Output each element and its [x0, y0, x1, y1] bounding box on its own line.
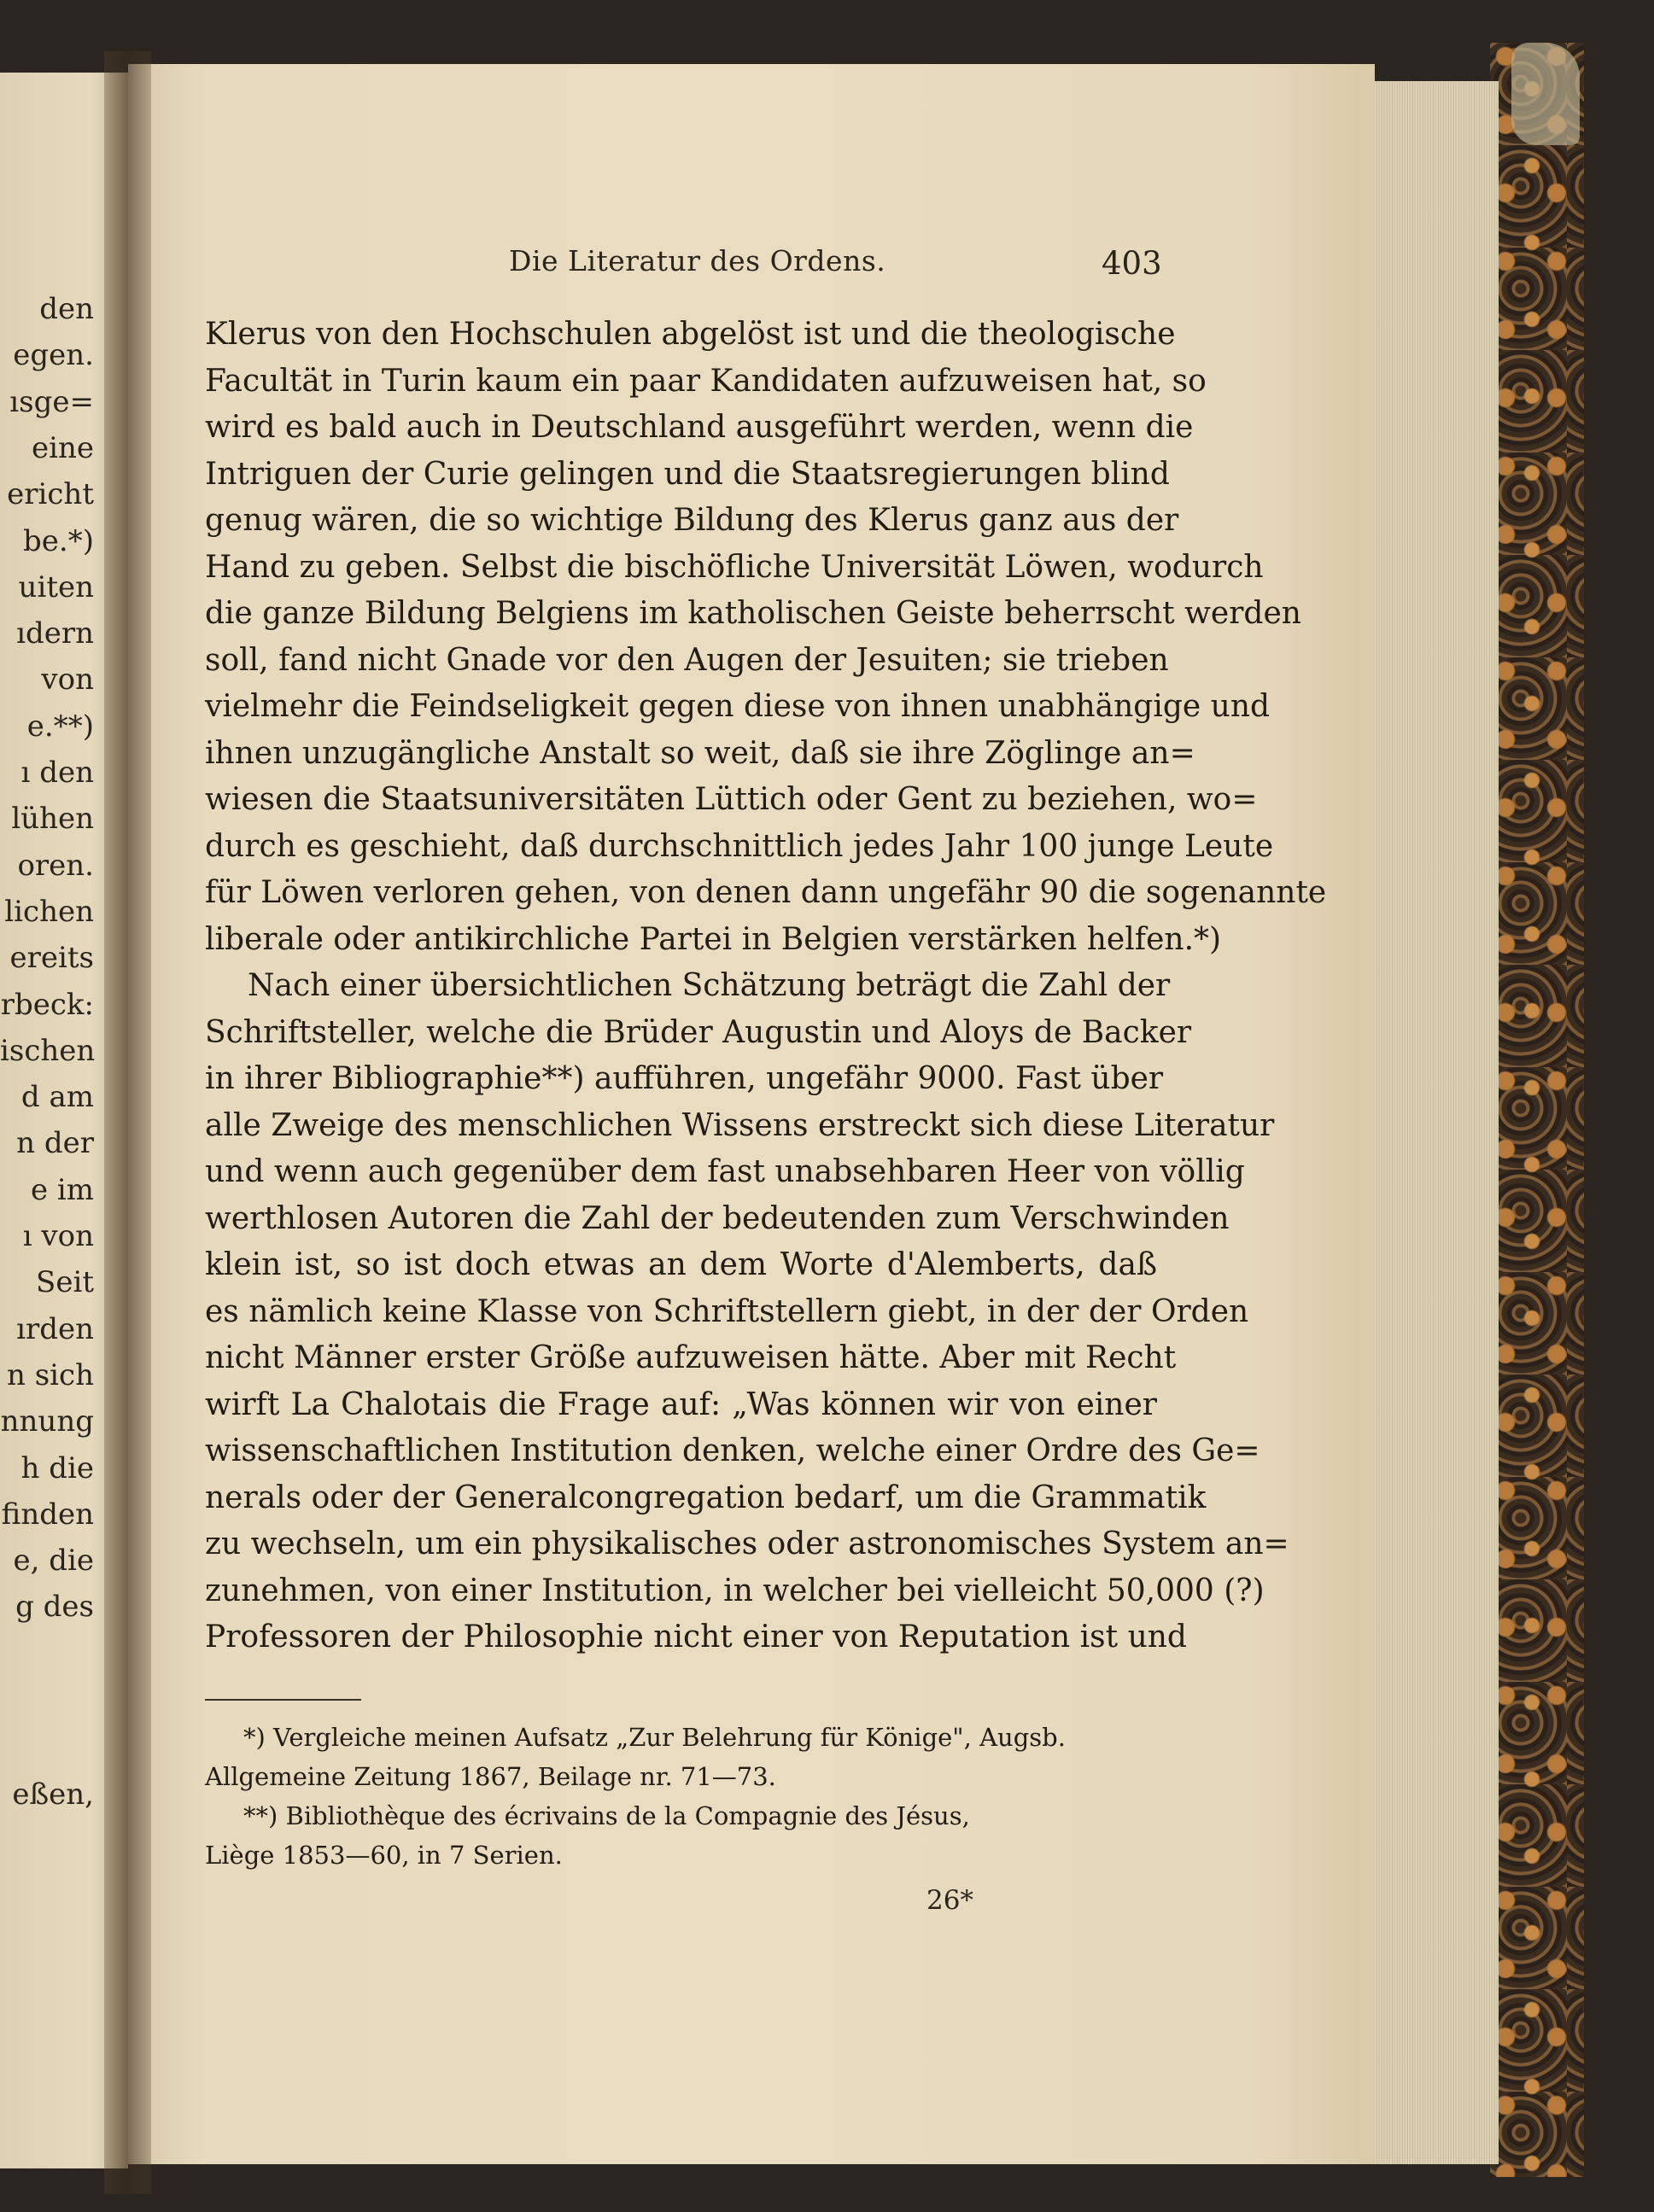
- left-page-fragment: den: [39, 292, 94, 326]
- left-page-fragment: eine: [31, 430, 94, 465]
- text-line: Intriguen der Curie gelingen und die Staatsregierungen blind: [205, 456, 1170, 492]
- left-page-fragment: Seit: [36, 1265, 94, 1300]
- text-line: zunehmen, von einer Institution, in welcher bei vielleicht 50,000 (?): [205, 1573, 1265, 1608]
- cover-corner-leather: [1511, 43, 1580, 145]
- text-line: für Löwen verloren gehen, von denen dann ungefähr 90 die sogenannte: [205, 875, 1327, 910]
- left-page-fragment: ırden: [16, 1311, 94, 1346]
- text-line: es nämlich keine Klasse von Schriftstellern giebt, in der der Orden: [205, 1293, 1249, 1329]
- text-line: in ihrer Bibliographie**) aufführen, ungefähr 9000. Fast über: [205, 1061, 1164, 1096]
- left-page-fragment: von: [41, 662, 94, 697]
- text-line: alle Zweige des menschlichen Wissens erstreckt sich diese Literatur: [205, 1107, 1275, 1143]
- text-line: liberale oder antikirchliche Partei in Belgien verstärken helfen.*): [205, 921, 1222, 957]
- body-text: [205, 312, 1327, 1661]
- page-number: 403: [1102, 245, 1162, 282]
- left-page-fragment: g des: [15, 1590, 94, 1625]
- left-page-fragment: d am: [20, 1080, 94, 1115]
- left-page-fragment: ı den: [20, 756, 94, 790]
- footnotes: [205, 1718, 1157, 1875]
- left-page-fragment: lichen: [4, 894, 94, 929]
- left-page-fragment: rbeck:: [0, 987, 94, 1022]
- text-line: klein ist, so ist doch etwas an dem Worte d'Alemberts, daß: [205, 1247, 1157, 1282]
- text-line: ihnen unzugängliche Anstalt so weit, daß sie ihre Zöglinge an=: [205, 735, 1195, 771]
- left-page-fragment: e.**): [26, 709, 94, 744]
- left-page-fragment: nnung: [0, 1404, 94, 1439]
- left-page-fragment: ereits: [9, 941, 94, 976]
- text-line: Facultät in Turin kaum ein paar Kandidaten aufzuweisen hat, so: [205, 363, 1207, 399]
- signature-mark: 26*: [926, 1885, 973, 1916]
- footnote-line: **) Bibliothèque des écrivains de la Compagnie des Jésus,: [243, 1801, 970, 1830]
- left-page-fragment: ı von: [22, 1219, 94, 1253]
- text-line: vielmehr die Feindseligkeit gegen diese von ihnen unabhängige und: [205, 689, 1271, 724]
- running-head: Die Literatur des Ordens.: [509, 244, 886, 277]
- text-line: und wenn auch gegenüber dem fast unabsehbaren Heer von völlig: [205, 1154, 1245, 1189]
- left-page-fragment: h die: [20, 1450, 94, 1485]
- book-gutter: [104, 51, 151, 2194]
- text-line: werthlosen Autoren die Zahl der bedeutenden zum Verschwinden: [205, 1200, 1230, 1236]
- text-line: soll, fand nicht Gnade vor den Augen der Jesuiten; sie trieben: [205, 642, 1169, 678]
- text-line: Klerus von den Hochschulen abgelöst ist und die theologische: [205, 317, 1176, 352]
- left-page-fragment: oren.: [17, 848, 94, 883]
- left-page-fragment: ıdern: [16, 616, 94, 651]
- text-line: wird es bald auch in Deutschland ausgeführt werden, wenn die: [205, 410, 1194, 445]
- text-line: wirft La Chalotais die Frage auf: „Was können wir von einer: [205, 1386, 1157, 1422]
- text-line: Professoren der Philosophie nicht einer von Reputation ist und: [205, 1620, 1187, 1655]
- left-page-fragment: finden: [1, 1497, 94, 1532]
- text-line: Schriftsteller, welche die Brüder Augustin und Aloys de Backer: [205, 1014, 1192, 1050]
- text-line: zu wechseln, um ein physikalisches oder astronomisches System an=: [205, 1526, 1289, 1561]
- left-page-fragment: ısge=: [9, 384, 94, 419]
- left-page-fragment: lühen: [11, 802, 94, 837]
- text-line: die ganze Bildung Belgiens im katholischen Geiste beherrscht werden: [205, 596, 1301, 631]
- marbled-cover: [1490, 43, 1584, 2177]
- text-line: durch es geschieht, daß durchschnittlich jedes Jahr 100 junge Leute: [205, 828, 1274, 864]
- left-page-fragment: n sich: [7, 1357, 94, 1392]
- left-page-fragment: ericht: [7, 477, 94, 512]
- left-page-fragment: n der: [16, 1126, 94, 1161]
- left-page-fragment: e im: [30, 1172, 94, 1207]
- text-line: Hand zu geben. Selbst die bischöfliche Universität Löwen, wodurch: [205, 549, 1264, 585]
- left-page-fragment: egen.: [13, 338, 94, 373]
- footnote-line: Liège 1853—60, in 7 Serien.: [205, 1841, 563, 1870]
- left-page-fragment: e, die: [13, 1544, 94, 1579]
- text-line: wiesen die Staatsuniversitäten Lüttich oder Gent zu beziehen, wo=: [205, 782, 1258, 817]
- footnote-line: Allgemeine Zeitung 1867, Beilage nr. 71—73.: [205, 1762, 776, 1791]
- page-edges: [1362, 81, 1499, 2164]
- left-page-fragment: uiten: [18, 569, 94, 604]
- text-line: nicht Männer erster Größe aufzuweisen hätte. Aber mit Recht: [205, 1340, 1177, 1375]
- left-page-fragment: be.*): [23, 523, 94, 558]
- left-page-fragment: ischen: [0, 1033, 96, 1068]
- text-line: nerals oder der Generalcongregation bedarf, um die Grammatik: [205, 1480, 1207, 1515]
- left-page-fragment: eßen,: [12, 1777, 94, 1812]
- text-line: genug wären, die so wichtige Bildung des Klerus ganz aus der: [205, 503, 1179, 538]
- footnote-line: *) Vergleiche meinen Aufsatz „Zur Belehrung für Könige", Augsb.: [243, 1723, 1066, 1752]
- footnote-rule: [205, 1699, 361, 1701]
- text-line: wissenschaftlichen Institution denken, welche einer Ordre des Ge=: [205, 1433, 1260, 1468]
- paragraph-start-line: Nach einer übersichtlichen Schätzung beträgt die Zahl der: [248, 968, 1171, 1003]
